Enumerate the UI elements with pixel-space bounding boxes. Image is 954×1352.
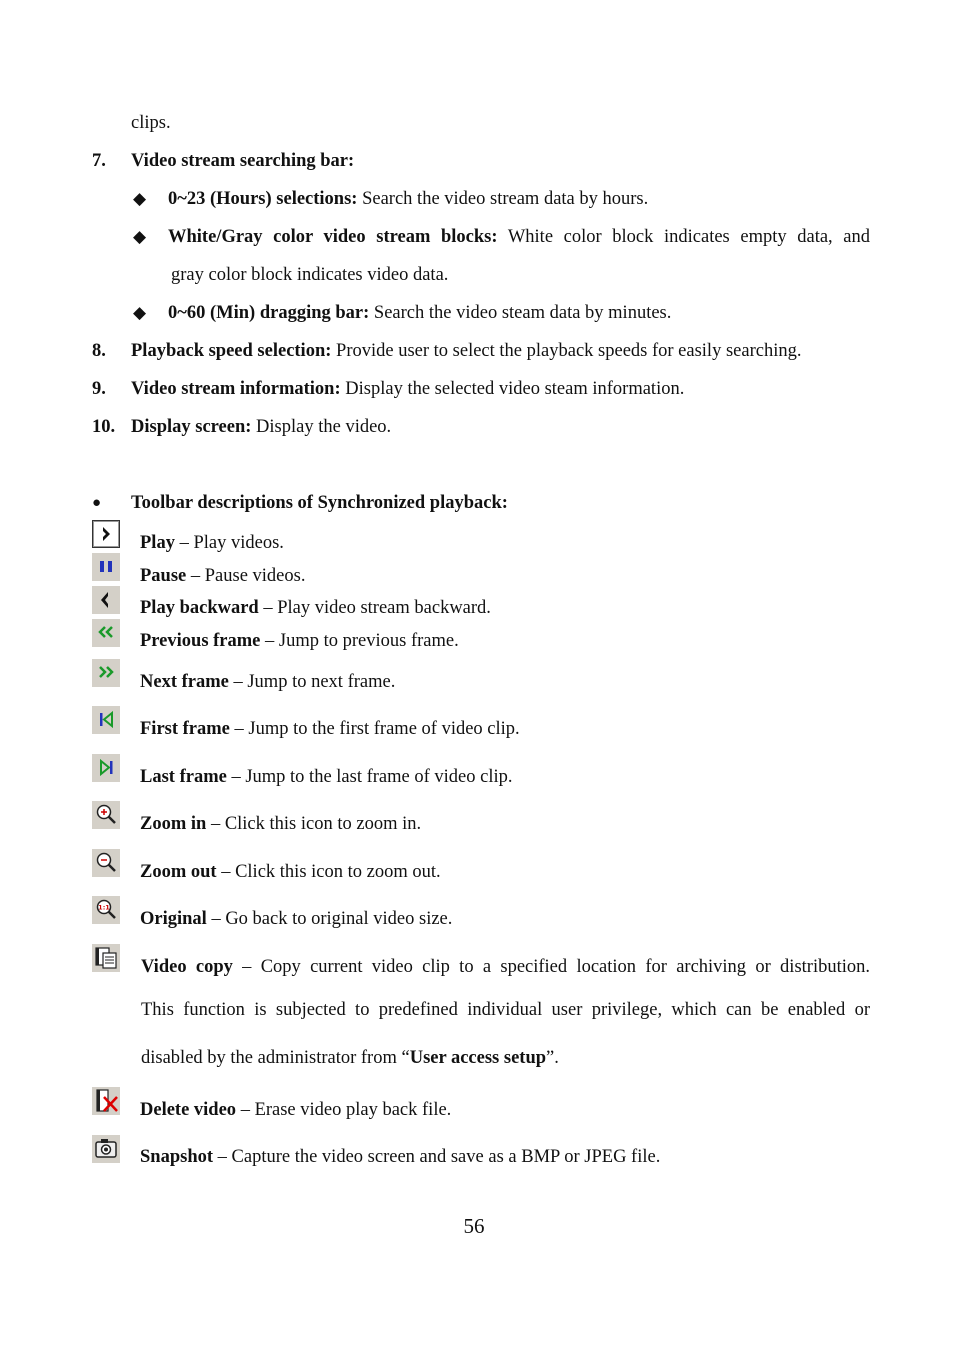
page-number: 56 bbox=[463, 1214, 485, 1238]
subitem-min bbox=[168, 302, 671, 324]
tool-next-frame: Next frame – Jump to next frame. bbox=[140, 672, 396, 692]
diamond-bullet: ◆ bbox=[133, 189, 147, 208]
item-8 bbox=[131, 340, 801, 362]
tool-original: Original – Go back to original video size. bbox=[140, 909, 453, 929]
tool-last-frame: Last frame – Jump to the last frame of video clip. bbox=[140, 767, 513, 787]
svg-text:1:1: 1:1 bbox=[98, 903, 110, 912]
subitem-blocks-text: White color block indicates empty data, and bbox=[497, 227, 871, 247]
item-8-title: Playback speed selection: bbox=[131, 341, 332, 361]
tool-zoom-in: Zoom in – Click this icon to zoom in. bbox=[140, 814, 422, 834]
item-8-number: 8. bbox=[92, 341, 106, 361]
previous-frame-icon bbox=[92, 619, 120, 647]
snapshot-icon bbox=[92, 1135, 120, 1163]
tool-play-backward: Play backward – Play video stream backward. bbox=[140, 598, 491, 618]
tool-pause: Pause – Pause videos. bbox=[140, 566, 306, 586]
subitem-blocks-cont: gray color block indicates video data. bbox=[171, 265, 449, 285]
tool-play: Play – Play videos. bbox=[140, 533, 284, 553]
item-7 bbox=[131, 150, 354, 172]
last-frame-icon bbox=[92, 754, 120, 782]
item-10-text: Display the video. bbox=[251, 417, 392, 437]
item-7-title: Video stream searching bar: bbox=[131, 151, 355, 171]
delete-video-icon bbox=[92, 1087, 120, 1115]
item-10 bbox=[131, 416, 391, 438]
subitem-min-text: Search the video steam data by minutes. bbox=[369, 303, 672, 323]
intro-fragment: clips. bbox=[131, 113, 171, 133]
subitem-hours-text: Search the video stream data by hours. bbox=[357, 189, 649, 209]
zoom-out-icon bbox=[92, 849, 120, 877]
item-9-title: Video stream information: bbox=[131, 379, 341, 399]
diamond-bullet: ◆ bbox=[133, 227, 147, 246]
item-7-number: 7. bbox=[92, 151, 106, 171]
tool-previous-frame: Previous frame – Jump to previous frame. bbox=[140, 631, 459, 651]
original-size-icon bbox=[92, 896, 120, 924]
toolbar-heading: Toolbar descriptions of Synchronized playback: bbox=[131, 493, 508, 513]
subitem-hours-title: 0~23 (Hours) selections: bbox=[168, 189, 358, 209]
diamond-bullet: ◆ bbox=[133, 303, 147, 322]
subitem-blocks-title: White/Gray color video stream blocks: bbox=[168, 227, 498, 247]
first-frame-icon bbox=[92, 706, 120, 734]
next-frame-icon bbox=[92, 659, 120, 687]
subitem-hours bbox=[168, 188, 648, 210]
item-10-title: Display screen: bbox=[131, 417, 252, 437]
subitem-min-title: 0~60 (Min) dragging bar: bbox=[168, 303, 370, 323]
item-9 bbox=[131, 378, 684, 400]
video-copy-icon bbox=[92, 944, 120, 972]
item-9-text: Display the selected video steam information. bbox=[340, 379, 685, 399]
play-icon bbox=[92, 520, 120, 548]
item-9-number: 9. bbox=[92, 379, 106, 399]
tool-snapshot: Snapshot – Capture the video screen and save as a BMP or JPEG file. bbox=[140, 1147, 661, 1167]
round-bullet: ● bbox=[92, 495, 102, 511]
item-8-text: Provide user to select the playback speeds for easily searching. bbox=[331, 341, 802, 361]
tool-first-frame: First frame – Jump to the first frame of video clip. bbox=[140, 719, 520, 739]
tool-delete-video: Delete video – Erase video play back file. bbox=[140, 1100, 452, 1120]
zoom-in-icon bbox=[92, 801, 120, 829]
tool-video-copy: Video copy – Copy current video clip to a specified location for archiving or distribution. bbox=[141, 957, 870, 977]
tool-video-copy-line3: disabled by the administrator from “User access setup”. bbox=[141, 1048, 559, 1068]
pause-icon bbox=[92, 553, 120, 581]
tool-zoom-out: Zoom out – Click this icon to zoom out. bbox=[140, 862, 441, 882]
subitem-blocks bbox=[168, 226, 870, 248]
play-backward-icon bbox=[92, 586, 120, 614]
tool-video-copy-line2: This function is subjected to predefined individual user privilege, which can be enabled or bbox=[141, 1000, 870, 1020]
item-10-number: 10. bbox=[92, 417, 116, 437]
